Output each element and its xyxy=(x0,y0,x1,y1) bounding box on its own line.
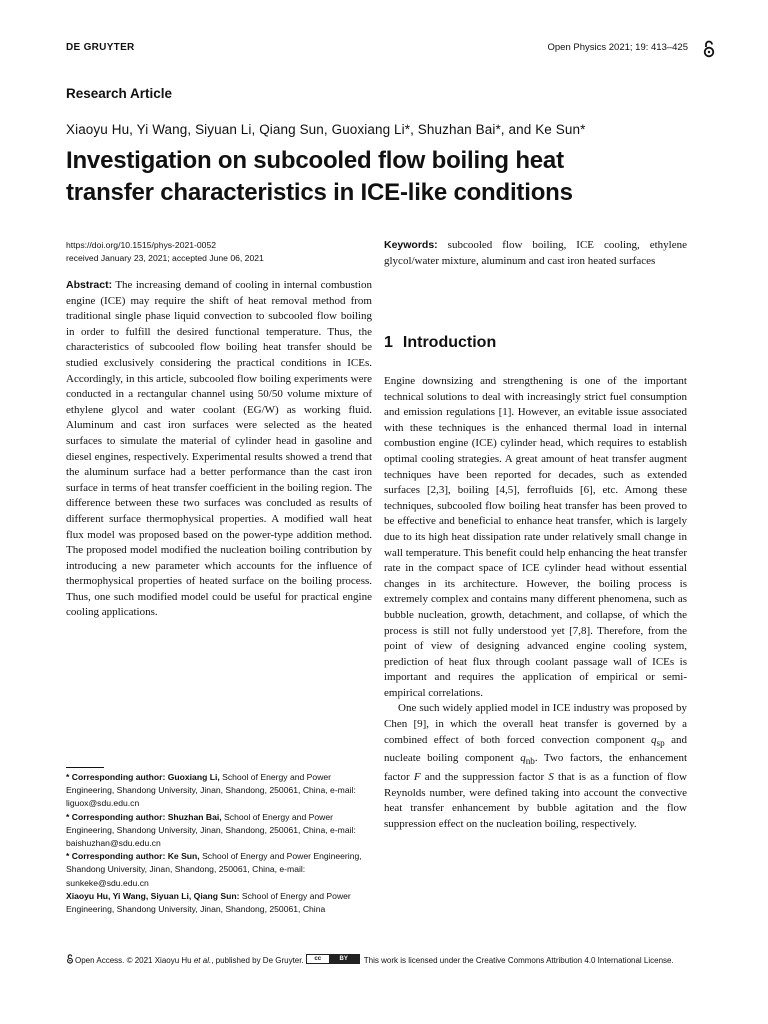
doi-link[interactable]: https://doi.org/10.1515/phys-2021-0052 xyxy=(66,240,217,250)
abstract-label: Abstract: xyxy=(66,279,113,291)
footnote xyxy=(66,811,372,851)
article-dates: received January 23, 2021; accepted June 06, 2021 xyxy=(66,253,264,263)
footnote-label: * Corresponding author: Shuzhan Bai, xyxy=(66,811,222,822)
intro-paragraph: Engine downsizing and strengthening is one of the important technical solutions to deal with increasingly strict fuel consumption and emission regulations [1]. However, an evitable issue associated with these techniques is the enhanced thermal load in internal combustion engine (ICE) cylinder head, which requires to establish optimal cooling strategies. A great amount of heat transfer augment techniques have been reported for decades, such as extended surfaces [2,3], boiling [4,5], ferrofluids [6], etc. Among these techniques, subcooled flow boiling heat transfer has been proved to be effective and beneficial to enhance heat transfer, which is largely due to its high heat dissipation rate under relatively small change in wall temperature. This benefit could help enhancing the heat transfer rate in the compact space of ICE cylinder head without essential changes in its architecture. However, the boiling process is extremely complex and contains many different phenomena, such as bubble nucleation, growth, detachment, and collapse, of which the process is still not fully understood yet [7,8]. Therefore, from the point of view of designing advanced engine cooling system, prediction of heat flux through coolant passage wall of ICEs is important and requires the application of empirical or semi-empirical correlations. xyxy=(384,375,687,699)
section-heading xyxy=(384,334,496,352)
footnote-text: School of Energy and Power Engineering, Shandong University, Jinan, Shandong, 250061, China, e-mail: baishuzhan@sdu.edu.cn xyxy=(66,811,356,849)
math-symbol: q xyxy=(651,733,657,746)
license-text: et al. xyxy=(193,956,212,965)
open-access-icon xyxy=(66,954,74,964)
cc-by-license-icon[interactable] xyxy=(306,954,360,964)
article-title xyxy=(66,145,716,209)
introduction-body xyxy=(384,374,687,833)
text-run: . Two factors, the enhancement factor xyxy=(384,752,687,784)
text-run: One such widely applied model in ICE industry was proposed by Chen [9], in which the overall heat transfer is governed by a combined effect of both forced convection component xyxy=(384,702,687,746)
keywords-label: Keywords: xyxy=(384,239,438,251)
footnote-text: School of Energy and Power Engineering, Shandong University, Jinan, Shandong, 250061, China, e-mail: sunkeke@sdu.edu.cn xyxy=(66,851,362,888)
math-symbol: S xyxy=(548,771,554,784)
text-run: and nucleate boiling component xyxy=(384,733,687,765)
section-title: Introduction xyxy=(402,334,497,351)
footnotes xyxy=(66,771,372,916)
page-header xyxy=(66,42,716,58)
footnote-divider xyxy=(66,767,104,768)
title-line-1: Investigation on subcooled flow boiling heat xyxy=(66,147,564,174)
footnote xyxy=(66,850,372,890)
footnote xyxy=(66,771,372,811)
keywords-text: subcooled flow boiling, ICE cooling, ethylene glycol/water mixture, aluminum and cast iron heated surfaces xyxy=(384,239,687,267)
math-symbol: F xyxy=(413,771,421,784)
cc-label: cc xyxy=(314,956,322,962)
journal-reference: Open Physics 2021; 19: 413–425 xyxy=(547,42,688,53)
license-text: , published by De Gruyter. xyxy=(211,956,304,965)
footnote-label: * Corresponding author: Ke Sun, xyxy=(66,851,200,862)
keywords xyxy=(384,238,687,269)
open-access-icon xyxy=(702,40,716,58)
math-symbol: q xyxy=(520,752,526,765)
abstract xyxy=(66,278,372,621)
publisher-name: DE GRUYTER xyxy=(66,42,135,53)
footnote-text: School of Energy and Power Engineering, Shandong University, Jinan, Shandong, 250061, China xyxy=(66,890,351,915)
text-run: and the suppression factor xyxy=(420,771,549,784)
footnote-label: Xiaoyu Hu, Yi Wang, Siyuan Li, Qiang Sun: xyxy=(66,890,240,901)
footnote xyxy=(66,890,372,916)
text-run: that is as a function of flow Reynolds number, were defined taking into account the convective heat transfer enhancement by bubble agitation and the flow suppression effect on the nucleation boiling, respectively. xyxy=(384,771,687,830)
article-type: Research Article xyxy=(66,86,173,101)
intro-paragraph xyxy=(384,701,687,832)
article-meta xyxy=(66,239,366,265)
math-subscript: sp xyxy=(656,737,665,748)
section-number: 1 xyxy=(384,334,393,351)
license-text: This work is licensed under the Creative Commons Attribution 4.0 International License. xyxy=(361,956,674,965)
abstract-text: The increasing demand of cooling in internal combustion engine (ICE) may require the shift of heat removal method from traditional single phase liquid convection to subcooled flow boiling in order to fulfill the desired functional temperature. Thus, the characteristics of subcooled flow boiling heat transfer should be studied exclusively considering the practical conditions in ICEs. Accordingly, in this article, subcooled flow boiling experiments were conducted in a rectangular channel using 50/50 volume mixture of ethylene glycol and water coolant (EG/W) as working fluid. Aluminum and cast iron surfaces were selected as the heated surfaces to simulate the material of cylinder head in gasoline and diesel engines, respectively. Experimental results showed a trend that the aluminum surface had a better performance than the cast iron surface in terms of heat transfer coefficient in the boiling region. The difference between these two surfaces was concluded as results of different surface thermophysical properties. A modified wall heat flux model was proposed based on the power-type addition method. The proposed model modified the nucleation boiling contribution by introducing a new parameter which accounts for the influence of thermophysical properties of heated surface on the boiling process. Thus, one such modified model could be useful for practical engine cooling applications. xyxy=(66,279,372,619)
math-subscript: nb xyxy=(525,756,535,767)
license-text: Open Access. © 2021 Xiaoyu Hu xyxy=(75,956,194,965)
author-list: Xiaoyu Hu, Yi Wang, Siyuan Li, Qiang Sun, Guoxiang Li*, Shuzhan Bai*, and Ke Sun* xyxy=(66,122,586,137)
footnote-text: School of Energy and Power Engineering, Shandong University, Jinan, Shandong, 250061, China, e-mail: liguox@sdu.edu.cn xyxy=(66,772,356,809)
title-line-2: transfer characteristics in ICE-like conditions xyxy=(66,179,573,206)
license-notice xyxy=(66,954,696,967)
footnote-label: * Corresponding author: Guoxiang Li, xyxy=(66,772,220,782)
by-label: BY xyxy=(329,955,359,963)
